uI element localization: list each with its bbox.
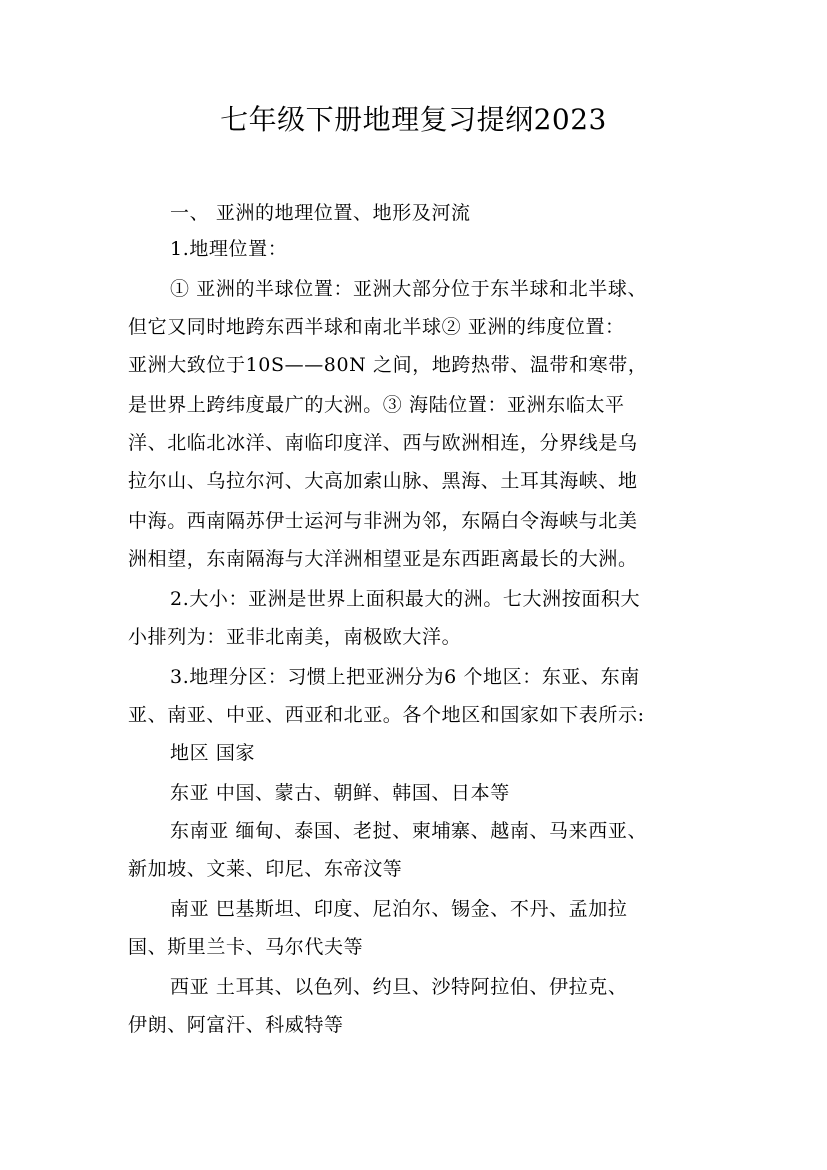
paragraph-line: 3.地理分区：习惯上把亚洲分为6 个地区：东亚、东南 bbox=[170, 666, 640, 688]
table-row: 东南亚 缅甸、泰国、老挝、柬埔寨、越南、马来西亚、 bbox=[170, 820, 648, 842]
table-header: 地区 国家 bbox=[170, 742, 256, 764]
table-row: 南亚 巴基斯坦、印度、尼泊尔、锡金、不丹、孟加拉 bbox=[170, 898, 628, 920]
section-heading: 一、 亚洲的地理位置、地形及河流 bbox=[170, 202, 471, 224]
document-title: 七年级下册地理复习提纲2023 bbox=[220, 103, 607, 136]
table-row-continuation: 新加坡、文莱、印尼、东帝汶等 bbox=[128, 858, 403, 880]
paragraph-line: 小排列为：亚非北南美，南极欧大洋。 bbox=[128, 626, 462, 648]
paragraph-line: ① 亚洲的半球位置：亚洲大部分位于东半球和北半球、 bbox=[170, 278, 648, 300]
paragraph-line: 洋、北临北冰洋、南临印度洋、西与欧洲相连，分界线是乌 bbox=[128, 432, 638, 454]
subsection-heading: 1.地理位置： bbox=[170, 238, 288, 260]
paragraph-line: 中海。西南隔苏伊士运河与非洲为邻，东隔白令海峡与北美 bbox=[128, 510, 638, 532]
paragraph-line: 拉尔山、乌拉尔河、大高加索山脉、黑海、土耳其海峡、地 bbox=[128, 470, 638, 492]
paragraph-line: 但它又同时地跨东西半球和南北半球② 亚洲的纬度位置： bbox=[128, 316, 625, 338]
table-row-continuation: 伊朗、阿富汗、科威特等 bbox=[128, 1014, 344, 1036]
table-row-continuation: 国、斯里兰卡、马尔代夫等 bbox=[128, 936, 364, 958]
paragraph-line: 亚洲大致位于10S——80N 之间，地跨热带、温带和寒带， bbox=[128, 354, 648, 376]
paragraph-line: 洲相望，东南隔海与大洋洲相望亚是东西距离最长的大洲。 bbox=[128, 548, 638, 570]
paragraph-line: 2.大小：亚洲是世界上面积最大的洲。七大洲按面积大 bbox=[170, 588, 641, 610]
paragraph-line: 亚、南亚、中亚、西亚和北亚。各个地区和国家如下表所示: bbox=[128, 704, 645, 726]
table-row: 东亚 中国、蒙古、朝鲜、韩国、日本等 bbox=[170, 782, 510, 804]
paragraph-line: 是世界上跨纬度最广的大洲。③ 海陆位置：亚洲东临太平 bbox=[128, 394, 625, 416]
table-row: 西亚 土耳其、以色列、约旦、沙特阿拉伯、伊拉克、 bbox=[170, 976, 628, 998]
